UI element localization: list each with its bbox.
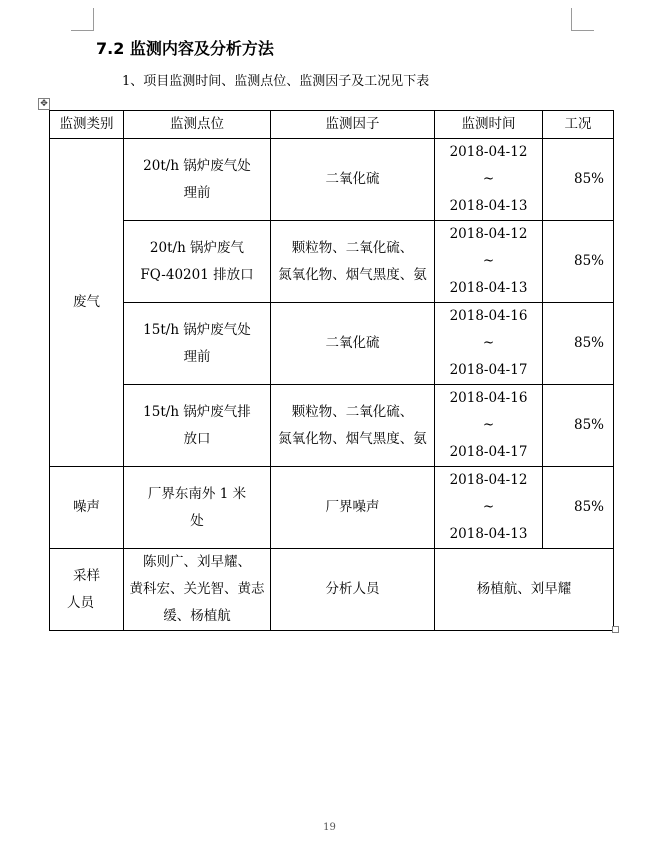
time-cell [435, 303, 543, 385]
factor-line: 氮氧化物、烟气黑度、氨 [278, 266, 427, 283]
header-point: 监测点位 [124, 111, 271, 139]
load-cell: 85% [543, 303, 614, 385]
category-label: 人员 [67, 594, 94, 611]
point-line: 厂界东南外 1 米 [147, 485, 247, 502]
time-end: 2018-04-13 [449, 280, 528, 296]
factor-line: 二氧化硫 [325, 335, 380, 351]
time-separator: ~ [482, 499, 495, 515]
load-cell: 85% [543, 385, 614, 467]
category-label: 废气 [73, 294, 100, 310]
factor-line: 氮氧化物、烟气黑度、氨 [278, 430, 427, 447]
point-cell [124, 221, 271, 303]
point-line: 15t/h 锅炉废气处 [143, 321, 251, 338]
monitoring-table [49, 110, 614, 631]
point-line: 15t/h 锅炉废气排 [143, 403, 251, 420]
factor-line: 厂界噪声 [325, 499, 380, 515]
time-cell [435, 467, 543, 549]
factor-cell [271, 385, 435, 467]
point-line: 处 [190, 512, 204, 529]
page-corner-mark-top-left [71, 8, 94, 31]
category-label: 噪声 [73, 499, 100, 515]
category-label: 采样 [73, 567, 100, 584]
table-row-sampling [50, 549, 614, 631]
time-end: 2018-04-17 [449, 444, 528, 460]
sampler-names-cell [124, 549, 271, 631]
time-start: 2018-04-16 [449, 308, 528, 324]
point-cell [124, 303, 271, 385]
table-resize-handle[interactable] [612, 626, 619, 633]
sampler-names-line: 陈则广、刘早耀、 [143, 554, 251, 570]
time-start: 2018-04-12 [449, 226, 528, 242]
point-cell [124, 467, 271, 549]
table-row [50, 385, 614, 467]
time-start: 2018-04-12 [449, 144, 528, 160]
table-row [50, 221, 614, 303]
category-cell-sampling [50, 549, 124, 631]
header-time: 监测时间 [435, 111, 543, 139]
section-heading: 7.2 监测内容及分析方法 [96, 39, 274, 58]
header-factor: 监测因子 [271, 111, 435, 139]
intro-paragraph: 1、项目监测时间、监测点位、监测因子及工况见下表 [122, 74, 430, 89]
header-category: 监测类别 [50, 111, 124, 139]
load-cell: 85% [543, 139, 614, 221]
header-load: 工况 [543, 111, 614, 139]
factor-cell [271, 221, 435, 303]
time-end: 2018-04-13 [449, 526, 528, 542]
table-move-handle-icon[interactable]: ✥ [38, 98, 50, 110]
time-separator: ~ [482, 417, 495, 433]
time-end: 2018-04-17 [449, 362, 528, 378]
factor-line: 颗粒物、二氧化硫、 [291, 239, 414, 256]
time-separator: ~ [482, 335, 495, 351]
point-line: 放口 [183, 430, 211, 447]
factor-cell [271, 139, 435, 221]
load-cell: 85% [543, 467, 614, 549]
factor-cell [271, 467, 435, 549]
analyst-label-cell: 分析人员 [271, 549, 435, 631]
point-line: 20t/h 锅炉废气 [149, 239, 245, 256]
time-start: 2018-04-12 [449, 472, 528, 488]
table-row [50, 303, 614, 385]
sampler-names-line: 缓、杨植航 [163, 608, 231, 624]
time-cell [435, 385, 543, 467]
category-cell-noise [50, 467, 124, 549]
page-number: 19 [323, 822, 336, 833]
table-header-row [50, 111, 614, 139]
load-cell: 85% [543, 221, 614, 303]
point-line: FQ-40201 排放口 [140, 266, 254, 283]
sampler-names-line: 黄科宏、关光智、黄志 [129, 581, 265, 597]
time-start: 2018-04-16 [449, 390, 528, 406]
point-cell [124, 139, 271, 221]
point-line: 理前 [183, 184, 211, 201]
factor-line: 颗粒物、二氧化硫、 [291, 403, 414, 420]
factor-line: 二氧化硫 [325, 171, 380, 187]
time-separator: ~ [482, 253, 495, 269]
point-line: 20t/h 锅炉废气处 [143, 157, 251, 174]
table-row [50, 139, 614, 221]
analyst-names-cell: 杨植航、刘早耀 [435, 549, 614, 631]
page-corner-mark-top-right [571, 8, 594, 31]
time-cell [435, 139, 543, 221]
time-end: 2018-04-13 [449, 198, 528, 214]
point-line: 理前 [183, 348, 211, 365]
time-separator: ~ [482, 171, 495, 187]
point-cell [124, 385, 271, 467]
time-cell [435, 221, 543, 303]
category-cell-waste-gas [50, 139, 124, 467]
table-row [50, 467, 614, 549]
factor-cell [271, 303, 435, 385]
